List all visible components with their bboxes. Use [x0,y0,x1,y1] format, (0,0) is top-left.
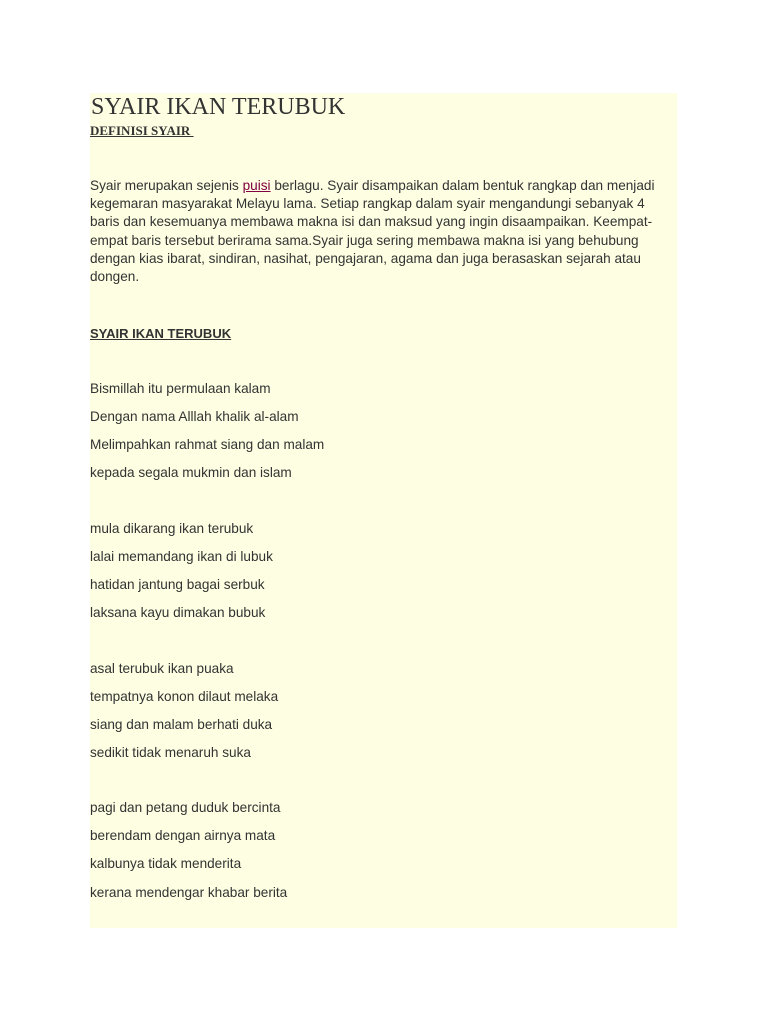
poem-line: kalbunya tidak menderita [90,856,242,871]
page-title: SYAIR IKAN TERUBUK [91,94,346,120]
poem-line: kerana mendengar khabar berita [90,885,288,900]
intro-text-rest: berlagu. Syair disampaikan dalam bentuk rangkap dan menjadi kegemaran masyarakat Melayu lama. Setiap rangkap dalam syair mengandungi sebanyak 4 baris dan kesemuanya membawa makna isi dan maksud yang ingin disaampaikan. Keempat-empat baris tersebut berirama sama.Syair juga sering membawa makna isi yang behubung dengan kias ibarat, sindiran, nasihat, pengajaran, agama dan juga berasaskan sejarah atau dongen. [90,178,655,285]
poem-line: siang dan malam berhati duka [90,717,273,732]
poem-line: tempatnya konon dilaut melaka [90,689,279,704]
poem-line: lalai memandang ikan di lubuk [90,549,273,564]
definition-heading: DEFINISI SYAIR [90,123,194,138]
poem-line: Melimpahkan rahmat siang dan malam [90,437,325,452]
poem-line: Bismillah itu permulaan kalam [90,381,271,396]
intro-paragraph [90,177,670,286]
poem-line: laksana kayu dimakan bubuk [90,605,266,620]
intro-text-start: Syair merupakan sejenis [90,178,243,193]
poem-line: kepada segala mukmin dan islam [90,465,292,480]
poem-line: pagi dan petang duduk bercinta [90,800,281,815]
poem-line: Dengan nama Alllah khalik al-alam [90,409,299,424]
poem-line: asal terubuk ikan puaka [90,661,234,676]
poem-line: hatidan jantung bagai serbuk [90,577,265,592]
poem-line: sedikit tidak menaruh suka [90,745,251,760]
poem-line: berendam dengan airnya mata [90,828,276,843]
poem-title: SYAIR IKAN TERUBUK [90,326,232,341]
puisi-link[interactable]: puisi [242,178,271,193]
poem-line: mula dikarang ikan terubuk [90,521,254,536]
